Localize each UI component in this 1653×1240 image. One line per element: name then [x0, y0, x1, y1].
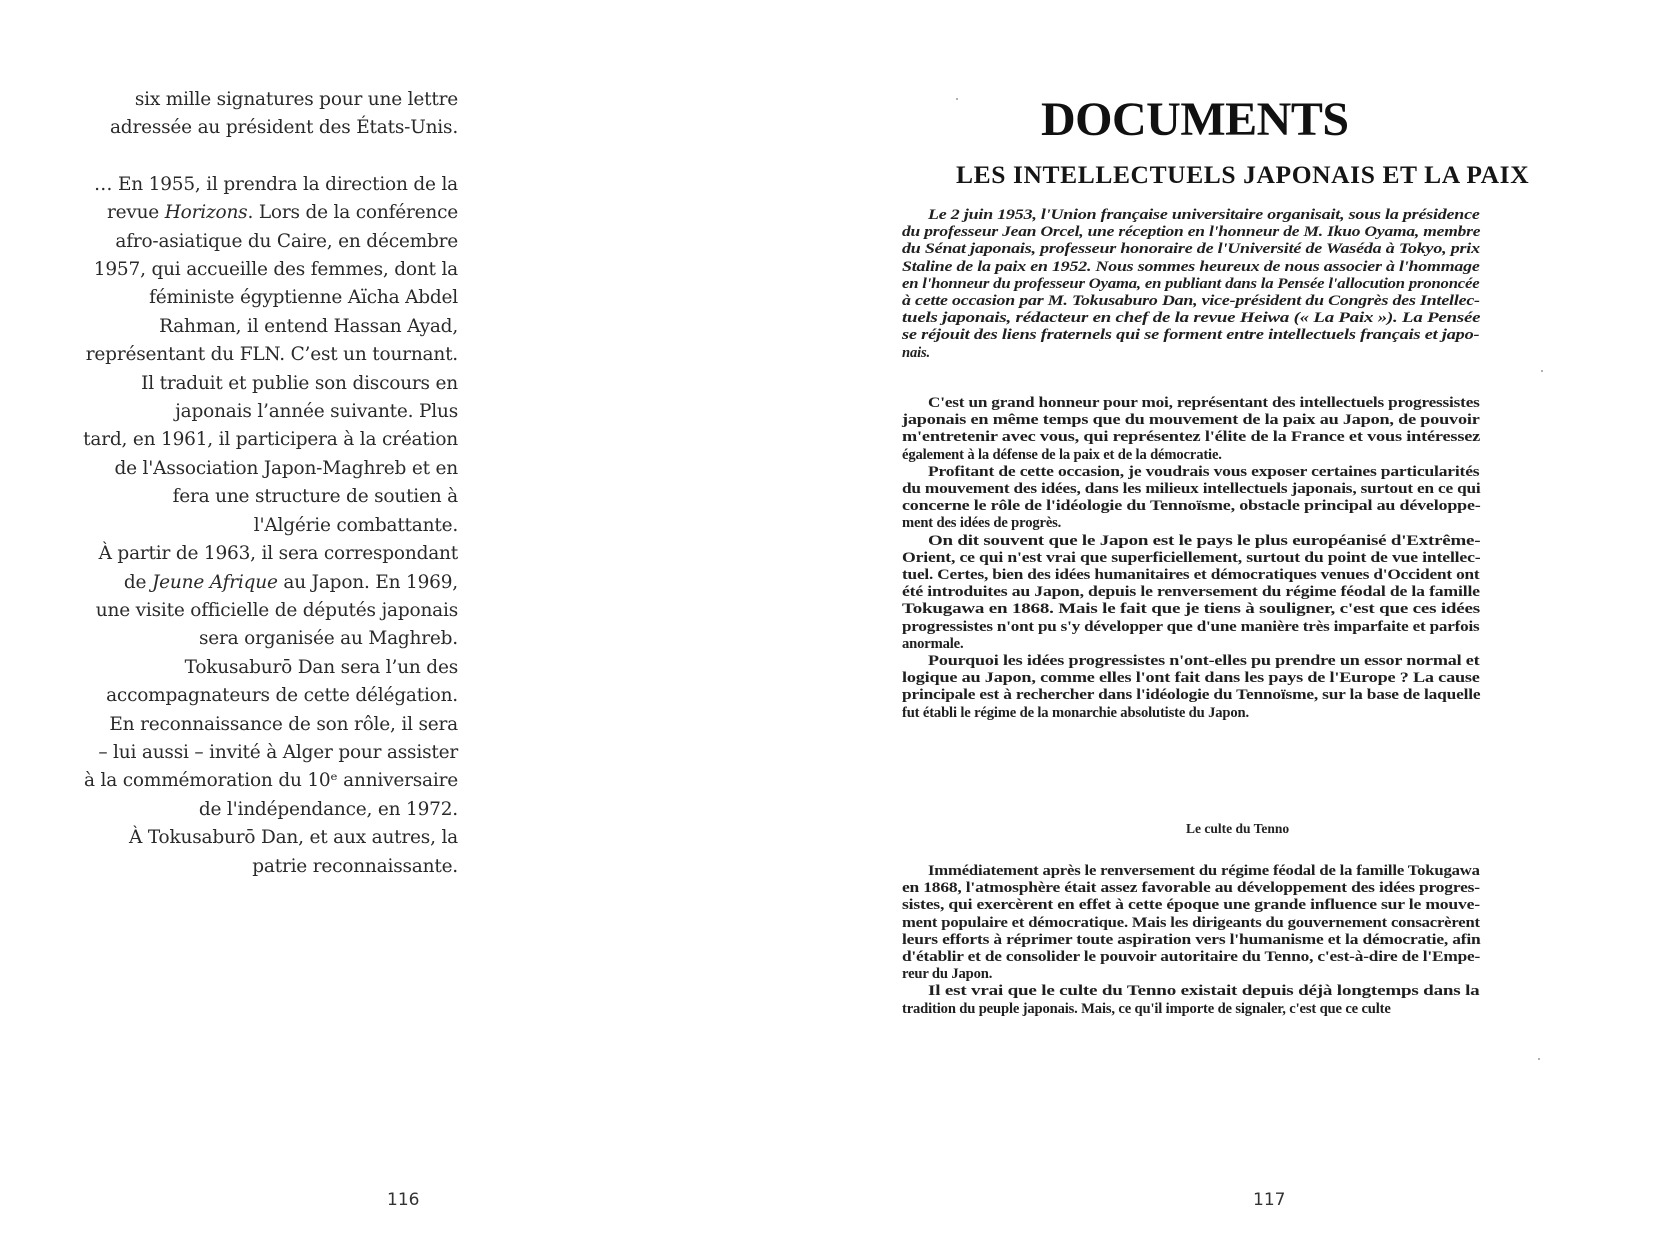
- scan-text-line: tuel. Certes, bien des idées humanitaires et démocratiques venues d'Occident ont: [902, 567, 1480, 583]
- text-line: adressée au président des États-Unis.: [109, 117, 458, 139]
- scan-text-line: se réjouit des liens fraternels qui se forment entre intellectuels français et japo-: [902, 327, 1480, 344]
- text-line: l'Algérie combattante.: [253, 514, 458, 536]
- text-line: représentant du FLN. C’est un tournant.: [85, 344, 458, 366]
- italic-title: Horizons: [164, 202, 248, 224]
- text-line: tard, en 1961, il participera à la création: [83, 429, 458, 451]
- left-page-text: [78, 86, 458, 881]
- scan-text-line: logique au Japon, comme elles l'ont fait dans les pays de l'Europe ? La cause: [902, 670, 1480, 687]
- scan-text-line: japonais en même temps que du mouvement de la paix au Japon, de pouvoir: [902, 412, 1480, 429]
- text-line: À Tokusaburō Dan, et aux autres, la: [129, 827, 458, 849]
- scan-text-line: ment des idées de progrès.: [902, 515, 1062, 532]
- text-run: au Japon. En 1969,: [277, 571, 458, 593]
- scan-text-line: du mouvement des idées, dans les milieux intellectuels japonais, surtout en ce qui: [902, 481, 1481, 497]
- scan-text-line: concerne le rôle de l'idéologie du Tennoïsme, obstacle principal au développe-: [902, 498, 1481, 515]
- scan-text-line: progressistes n'ont pu s'y développer que d'une manière très imparfaite et parfois: [902, 618, 1480, 635]
- text-line: accompagnateurs de cette délégation.: [106, 685, 458, 707]
- text-run: . Lors de la conférence: [247, 202, 458, 224]
- scan-text-line: été introduites au Japon, depuis le renversement du régime féodal de la famille: [902, 584, 1480, 601]
- scan-text-line: Profitant de cette occasion, je voudrais vous exposer certaines particularités: [928, 463, 1480, 480]
- scan-text-line: m'entretenir avec vous, qui représentez l'élite de la France et vous intéressez: [902, 429, 1481, 446]
- text-line: japonais l’année suivante. Plus: [175, 401, 458, 423]
- text-line: à la commémoration du 10ᵉ anniversaire: [84, 770, 458, 792]
- text-line: En reconnaissance de son rôle, il sera: [109, 713, 458, 735]
- scan-text-line: fut établi le régime de la monarchie absolutiste du Japon.: [902, 704, 1249, 721]
- scan-text-line: C'est un grand honneur pour moi, représentant des intellectuels progressistes: [928, 395, 1480, 411]
- scan-text-line: d'établir et de consolider le pouvoir autoritaire du Tenno, c'est-à-dire de l'Empe-: [902, 949, 1481, 965]
- paragraph-gap: [78, 143, 458, 171]
- scan-text-line: Staline de la paix en 1952. Nous sommes heureux de nous associer à l'hommage: [902, 258, 1480, 275]
- text-line: afro-asiatique du Caire, en décembre: [115, 230, 458, 252]
- scan-text-line: sistes, qui exercèrent en effet à cette époque une grande influence sur le mouve-: [902, 897, 1480, 914]
- text-line: six mille signatures pour une lettre: [134, 89, 458, 110]
- text-line: … En 1955, il prendra la direction de la: [93, 173, 458, 195]
- scan-text-line: ment populaire et démocratique. Mais les dirigeants du gouvernement consacrèrent: [902, 914, 1480, 931]
- document-subtitle: LES INTELLECTUELS JAPONAIS ET LA PAIX: [956, 160, 1530, 189]
- text-line: de l'Association Japon-Maghreb et en: [114, 457, 458, 479]
- scan-text-line: Il est vrai que le culte du Tenno existait depuis déjà longtemps dans la: [928, 983, 1480, 1000]
- scan-text-line: Le 2 juin 1953, l'Union française universitaire organisait, sous la présidence: [928, 207, 1480, 223]
- scan-text-line: leurs efforts à réprimer toute aspiration vers l'humanisme et la démocratie, afin: [902, 931, 1481, 948]
- scan-text-line: du professeur Jean Orcel, une réception en l'honneur de M. Ikuo Oyama, membre: [902, 224, 1481, 241]
- scan-text-line: également à la défense de la paix et de la démocratie.: [902, 446, 1222, 463]
- scanned-document: [826, 0, 1653, 1240]
- left-page: [0, 0, 826, 1240]
- scan-speck: [956, 98, 958, 100]
- scan-text-line: en 1868, l'atmosphère était assez favorable au développement des idées progres-: [902, 880, 1480, 897]
- scan-text-line: Immédiatement après le renversement du régime féodal de la famille Tokugawa: [928, 863, 1480, 879]
- scan-text-line: anormale.: [902, 635, 964, 652]
- right-page: [826, 0, 1653, 1240]
- text-line: [78, 199, 458, 227]
- section-heading: Le culte du Tenno: [1186, 821, 1290, 836]
- page-number-left: 116: [387, 1190, 420, 1210]
- scan-text-line: tuels japonais, rédacteur en chef de la revue Heiwa (« La Paix »). La Pensée: [902, 310, 1481, 327]
- text-line: Tokusaburō Dan sera l’un des: [184, 656, 458, 678]
- text-run: de: [123, 571, 152, 593]
- scan-text-line: On dit souvent que le Japon est le pays le plus européanisé d'Extrême-: [928, 532, 1481, 549]
- text-run: revue: [106, 202, 165, 224]
- text-line: de l'indépendance, en 1972.: [198, 798, 458, 820]
- text-line: féministe égyptienne Aïcha Abdel: [149, 287, 458, 309]
- scan-text-line: Pourquoi les idées progressistes n'ont-elles pu prendre un essor normal et: [928, 653, 1480, 669]
- text-line: Rahman, il entend Hassan Ayad,: [159, 315, 458, 337]
- text-line: [78, 569, 458, 597]
- text-line: – lui aussi – invité à Alger pour assister: [98, 741, 458, 763]
- scan-speck: [1538, 1058, 1540, 1060]
- text-line: fera une structure de soutien à: [172, 486, 458, 508]
- scan-text-line: principale est à rechercher dans l'idéologie du Tennoïsme, sur la base de laquelle: [902, 687, 1481, 704]
- text-line: patrie reconnaissante.: [252, 855, 458, 877]
- italic-title: Jeune Afrique: [151, 571, 278, 593]
- scan-text-line: en l'honneur du professeur Oyama, en publiant dans la Pensée l'allocution prononcée: [902, 275, 1480, 292]
- text-line: une visite officielle de députés japonais: [95, 599, 458, 621]
- scan-text-line: à cette occasion par M. Tokusaburo Dan, vice-président du Congrès des Intellec-: [902, 293, 1480, 309]
- scan-speck: [1541, 370, 1543, 372]
- text-line: Il traduit et publie son discours en: [141, 372, 458, 394]
- text-line: sera organisée au Maghreb.: [198, 628, 458, 650]
- scan-text-line: reur du Japon.: [902, 966, 993, 983]
- document-title: DOCUMENTS: [1041, 93, 1349, 146]
- scan-text-line: Tokugawa en 1868. Mais le fait que je tiens à souligner, c'est que ces idées: [902, 601, 1480, 618]
- text-line: 1957, qui accueille des femmes, dont la: [93, 259, 458, 281]
- text-line: À partir de 1963, il sera correspondant: [98, 543, 458, 565]
- scan-text-line: tradition du peuple japonais. Mais, ce qu'il importe de signaler, c'est que ce culte: [902, 1000, 1391, 1017]
- scan-text-line: du Sénat japonais, professeur honoraire de l'Université de Waséda à Tokyo, prix: [902, 241, 1480, 258]
- page-number-right: 117: [1253, 1190, 1286, 1210]
- scan-text-line: nais.: [902, 344, 931, 361]
- scan-text-line: Orient, ce qui n'est vrai que superficiellement, surtout du point de vue intellec-: [902, 549, 1481, 566]
